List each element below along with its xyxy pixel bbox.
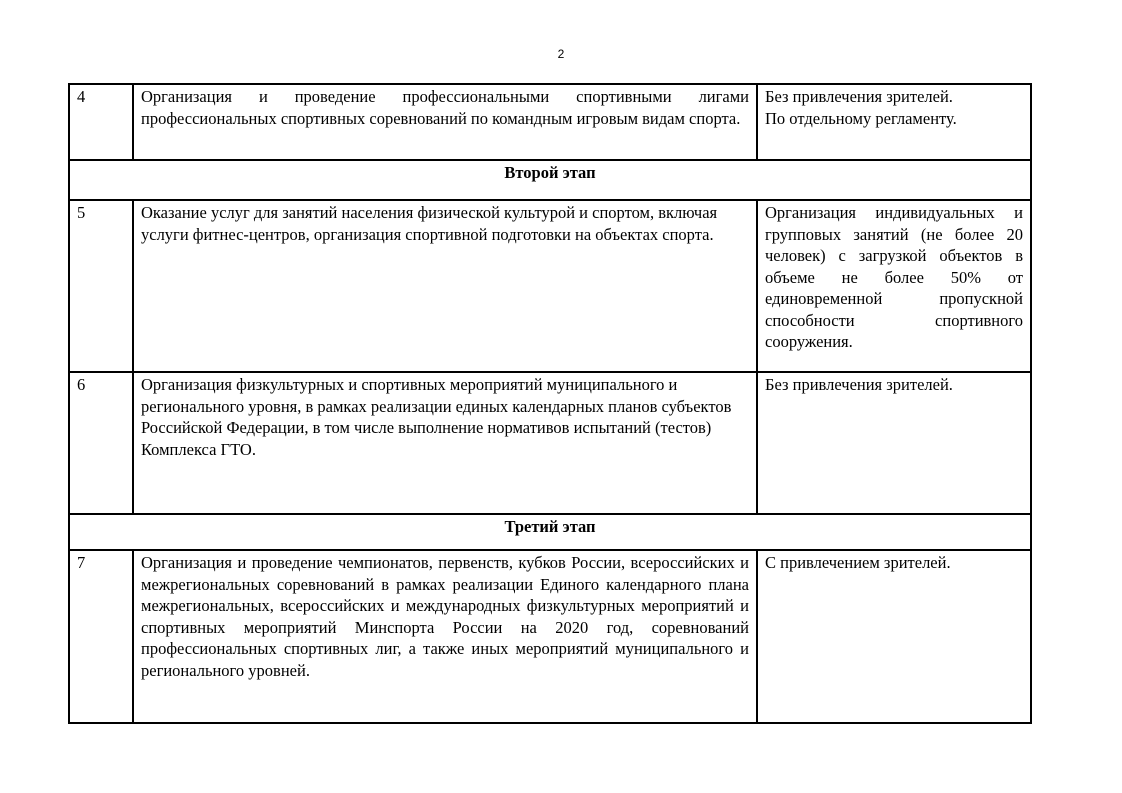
stage-row xyxy=(69,514,1031,550)
stage-title: Второй этап xyxy=(69,160,1031,200)
conditions-line: Без привлечения зрителей. xyxy=(765,87,953,106)
activity-cell: Оказание услуг для занятий населения физической культурой и спортом, включая услуги фитнес-центров, организация спортивной подготовки на объектах спорта. xyxy=(133,200,757,372)
table-row xyxy=(69,200,1031,372)
conditions-cell: Организация индивидуальных и групповых занятий (не более 20 человек) с загрузкой объектов в объеме не более 50% от единовременной пропускной способности спортивного сооружения. xyxy=(757,200,1031,372)
conditions-cell xyxy=(757,84,1031,160)
row-number: 7 xyxy=(69,550,133,723)
activity-cell: Организация физкультурных и спортивных мероприятий муниципального и регионального уровня, в рамках реализации единых календарных планов субъектов Российской Федерации, в том числе выполнение нормативов испытаний (тестов) Комплекса ГТО. xyxy=(133,372,757,514)
table-row xyxy=(69,372,1031,514)
measures-table xyxy=(68,83,1032,724)
conditions-line: По отдельному регламенту. xyxy=(765,108,957,128)
row-number: 5 xyxy=(69,200,133,372)
conditions-cell: Без привлечения зрителей. xyxy=(757,372,1031,514)
page-number: 2 xyxy=(557,47,565,61)
activity-cell: Организация и проведение чемпионатов, первенств, кубков России, всероссийских и межрегиональных соревнований в рамках реализации Единого календарного плана межрегиональных, всероссийских и международных физкультурных мероприятий и спортивных мероприятий Минспорта России на 2020 год, соревнований профессиональных спортивных лиг, а также иных мероприятий муниципального и регионального уровней. xyxy=(133,550,757,723)
table-row xyxy=(69,550,1031,723)
conditions-cell: С привлечением зрителей. xyxy=(757,550,1031,723)
activity-cell: Организация и проведение профессиональными спортивными лигами профессиональных спортивных соревнований по командным игровым видам спорта. xyxy=(133,84,757,160)
stage-title: Третий этап xyxy=(69,514,1031,550)
stage-row xyxy=(69,160,1031,200)
table-row xyxy=(69,84,1031,160)
row-number: 6 xyxy=(69,372,133,514)
row-number: 4 xyxy=(69,84,133,160)
